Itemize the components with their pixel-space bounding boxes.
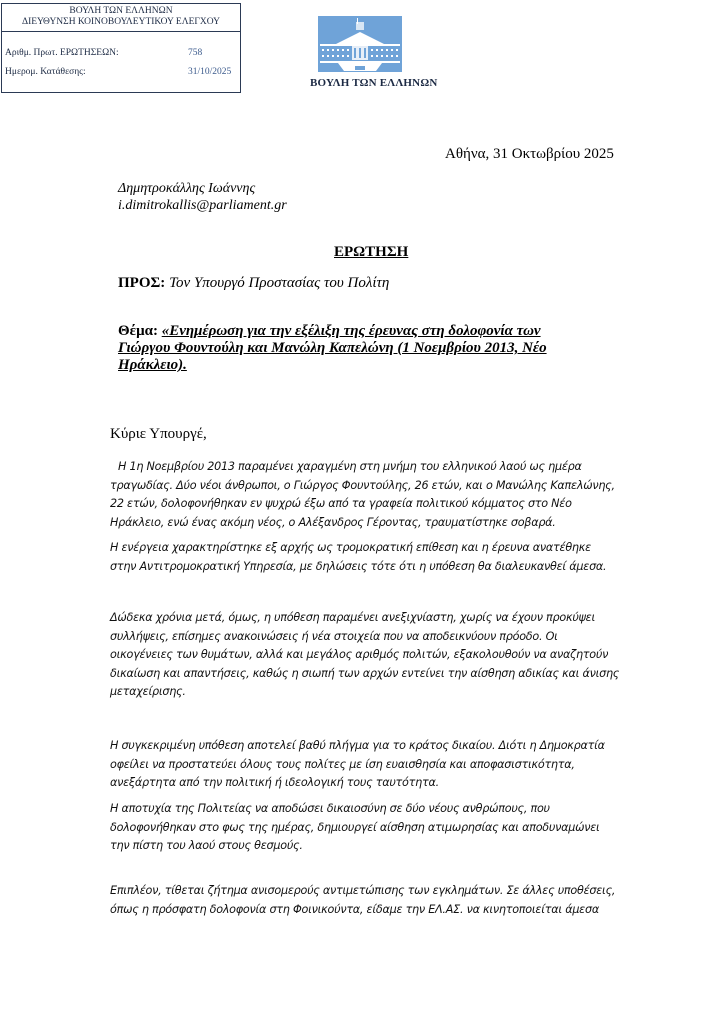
recipient-line — [118, 275, 389, 292]
body-paragraph: Δώδεκα χρόνια μετά, όμως, η υπόθεση παραμένει ανεξιχνίαστη, χωρίς να έχουν προκύψει συλλήψεις, επίσημες ανακοινώσεις ή νέα στοιχεία που να αποδεικνύουν πρόοδο. Οι οικογένειες των θυμάτων, αλλά και μεγάλος αριθμός πολιτών, εξακολουθούν να αναζητούν δικαίωση και απαντήσεις, καθώς η σιωπή των αρχών εντείνει την αίσθηση αδικίας και άνισης μεταχείρισης. — [110, 611, 620, 699]
body-paragraph: Η ενέργεια χαρακτηρίστηκε εξ αρχής ως τρομοκρατική επίθεση και η έρευνα ανατέθηκε στην Αντιτρομοκρατική Υπηρεσία, με δηλώσεις τότε ότι η υπόθεση θα διαλευκανθεί άμεσα. — [110, 541, 607, 573]
subject-text: «Ενημέρωση για την εξέλιξη της έρευνας στη δολοφονία των Γιώργου Φουντούλη και Μανώλη Καπελώνη (1 Νοεμβρίου 2013, Νέο Ηράκλειο). — [118, 323, 547, 373]
subject-block — [118, 323, 558, 374]
protocol-header-line1: ΒΟΥΛΗ ΤΩΝ ΕΛΛΗΝΩΝ — [69, 6, 173, 16]
protocol-number-label: Αριθμ. Πρωτ. ΕΡΩΤΗΣΕΩΝ: — [5, 48, 119, 58]
protocol-header-line2: ΔΙΕΥΘΥΝΣΗ ΚΟΙΝΟΒΟΥΛΕΥΤΙΚΟΥ ΕΛΕΓΧΟΥ — [21, 17, 221, 27]
document-title: ΕΡΩΤΗΣΗ — [334, 244, 409, 260]
parliament-logo-text: ΒΟΥΛΗ ΤΩΝ ΕΛΛΗΝΩΝ — [310, 77, 438, 89]
subject-label: Θέμα: — [118, 323, 158, 339]
body-paragraph: Η αποτυχία της Πολιτείας να αποδώσει δικαιοσύνη σε δύο νέους ανθρώπους, που δολοφονήθηκαν στο φως της ημέρας, δημιουργεί αίσθηση ατιμωρησίας και αποδυναμώνει την πίστη του λαού στους θεσμούς. — [110, 802, 600, 853]
recipient-value: Τον Υπουργό Προστασίας του Πολίτη — [169, 275, 390, 291]
protocol-number-value: 758 — [188, 48, 203, 58]
sender-block — [118, 180, 287, 214]
body-paragraph: Επιπλέον, τίθεται ζήτημα ανισομερούς αντιμετώπισης των εγκλημάτων. Σε άλλες υποθέσεις, όπως η πρόσφατη δολοφονία στη Φοινικούντα, είδαμε την ΕΛ.ΑΣ. να κινητοποιείται άμεσα — [110, 884, 616, 916]
place-date: Αθήνα, 31 Οκτωβρίου 2025 — [445, 146, 614, 162]
parliament-building-icon — [318, 16, 402, 74]
filing-date-value: 31/10/2025 — [188, 67, 232, 77]
recipient-label: ΠΡΟΣ: — [118, 275, 166, 291]
protocol-box-header — [2, 4, 240, 32]
greeting: Κύριε Υπουργέ, — [110, 426, 207, 442]
protocol-box — [1, 3, 241, 93]
filing-date-row — [5, 67, 232, 77]
body-paragraph: Η 1η Νοεμβρίου 2013 παραμένει χαραγμένη στη μνήμη του ελληνικού λαού ως ημέρα τραγωδίας. Δύο νέοι άνθρωποι, ο Γιώργος Φουντούλης, 26 ετών, και ο Μανώλης Καπελώνης, 22 ετών, δολοφονήθηκαν εν ψυχρώ έξω από τα γραφεία πολιτικού κόμματος στο Νέο Ηράκλειο, ενώ ένας ακόμη νέος, ο Αλέξανδρος Γέροντας, τραυματίστηκε σοβαρά. — [110, 460, 615, 529]
sender-name: Δημητροκάλλης Ιωάννης — [118, 181, 256, 196]
body-paragraph: Η συγκεκριμένη υπόθεση αποτελεί βαθύ πλήγμα για το κράτος δικαίου. Διότι η Δημοκρατία οφείλει να προστατεύει όλους τους πολίτες με ίση ευαισθησία και αποφασιστικότητα, ανεξάρτητα από την πολιτική ή ιδεολογική τους ταυτότητα. — [110, 739, 605, 790]
filing-date-label: Ημερομ. Κατάθεσης: — [5, 67, 86, 77]
sender-email: i.dimitrokallis@parliament.gr — [118, 198, 287, 213]
protocol-number-row — [5, 48, 203, 58]
